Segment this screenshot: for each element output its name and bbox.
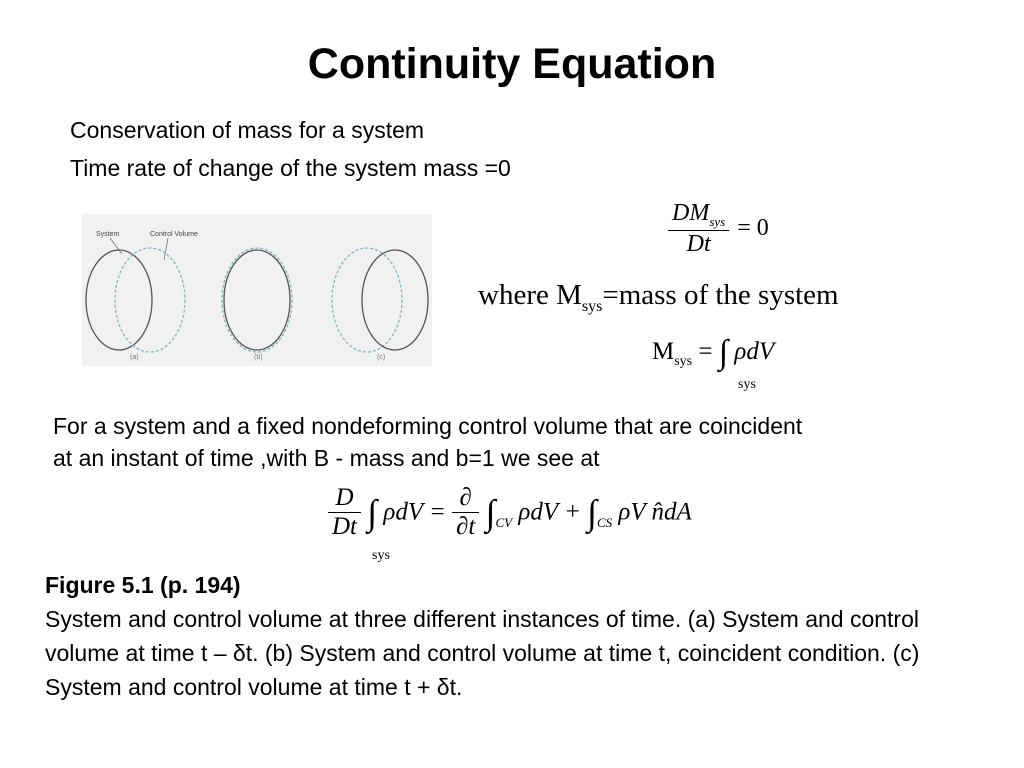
- eq2-lhs: M: [652, 338, 675, 365]
- caption-heading: Figure 5.1 (p. 194): [45, 572, 241, 598]
- where-definition: [478, 279, 839, 316]
- eq2-sub: sys: [674, 354, 693, 369]
- eq3-int3-sub: CS: [596, 514, 613, 530]
- integral-sign: ∫: [718, 334, 729, 371]
- system-boundary-c: [362, 250, 428, 350]
- integral-sign-cs: ∫: [587, 492, 597, 533]
- figure-label-control-volume: Control Volume: [150, 231, 198, 238]
- where-text: where M: [478, 279, 582, 311]
- eq3-int3-integrand: ρV n̂dA: [618, 498, 692, 526]
- eq3-partial-num: ∂: [452, 484, 479, 513]
- system-boundary-a: [86, 250, 152, 350]
- integral-sign-sys: ∫: [367, 492, 378, 533]
- figure-label-b: (b): [254, 354, 263, 361]
- eq3-partial-den: ∂t: [456, 513, 476, 540]
- eq3-int2-integrand: ρdV +: [518, 498, 581, 526]
- eq3-d-den: Dt: [332, 513, 357, 540]
- eq1-rhs: = 0: [737, 215, 769, 242]
- figure-caption: [45, 568, 995, 704]
- intro-line-2: Time rate of change of the system mass =0: [70, 155, 511, 181]
- figure-label-system: System: [96, 231, 120, 238]
- equation-dm-dt: [668, 200, 769, 258]
- eq1-numerator-sub: sys: [709, 213, 726, 229]
- where-sub: sys: [581, 297, 603, 315]
- caption-text: System and control volume at three different instances of time. (a) System and control volume at time t – δt. (b) System and control volume at time t, coincident condition. (c) System and control volume at time t + δt.: [45, 606, 920, 700]
- paragraph-line-1: For a system and a fixed nondeforming control volume that are coincident: [53, 413, 803, 439]
- eq1-numerator: DM: [672, 200, 710, 226]
- system-boundary-b: [224, 250, 290, 350]
- eq2-integrand: ρdV: [734, 338, 775, 365]
- control-volume-boundary-a: [115, 248, 185, 352]
- equation-msys-integral: [652, 330, 774, 370]
- figure-system-control-volume: [82, 214, 432, 366]
- eq3-int2-sub: CV: [495, 514, 513, 530]
- control-volume-boundary-b: [222, 248, 292, 352]
- eq2-equals: =: [698, 338, 713, 365]
- intro-line-1: Conservation of mass for a system: [70, 117, 425, 143]
- integral-sign-cv: ∫: [485, 492, 496, 533]
- equation-reynolds-transport: [328, 484, 692, 541]
- slide-title: Continuity Equation: [307, 40, 717, 88]
- eq3-d-num: D: [328, 484, 361, 513]
- where-rest: =mass of the system: [602, 279, 839, 311]
- eq1-denominator: Dt: [686, 230, 711, 257]
- eq3-int1-integrand: ρdV =: [383, 498, 446, 526]
- control-volume-boundary-c: [332, 248, 402, 352]
- paragraph-line-2: at an instant of time ,with B - mass and b=1 we see at: [53, 445, 600, 471]
- figure-label-c: (c): [377, 354, 386, 361]
- figure-label-a: (a): [130, 354, 139, 361]
- eq2-limit: sys: [738, 377, 756, 392]
- eq3-int1-limit: sys: [372, 548, 390, 563]
